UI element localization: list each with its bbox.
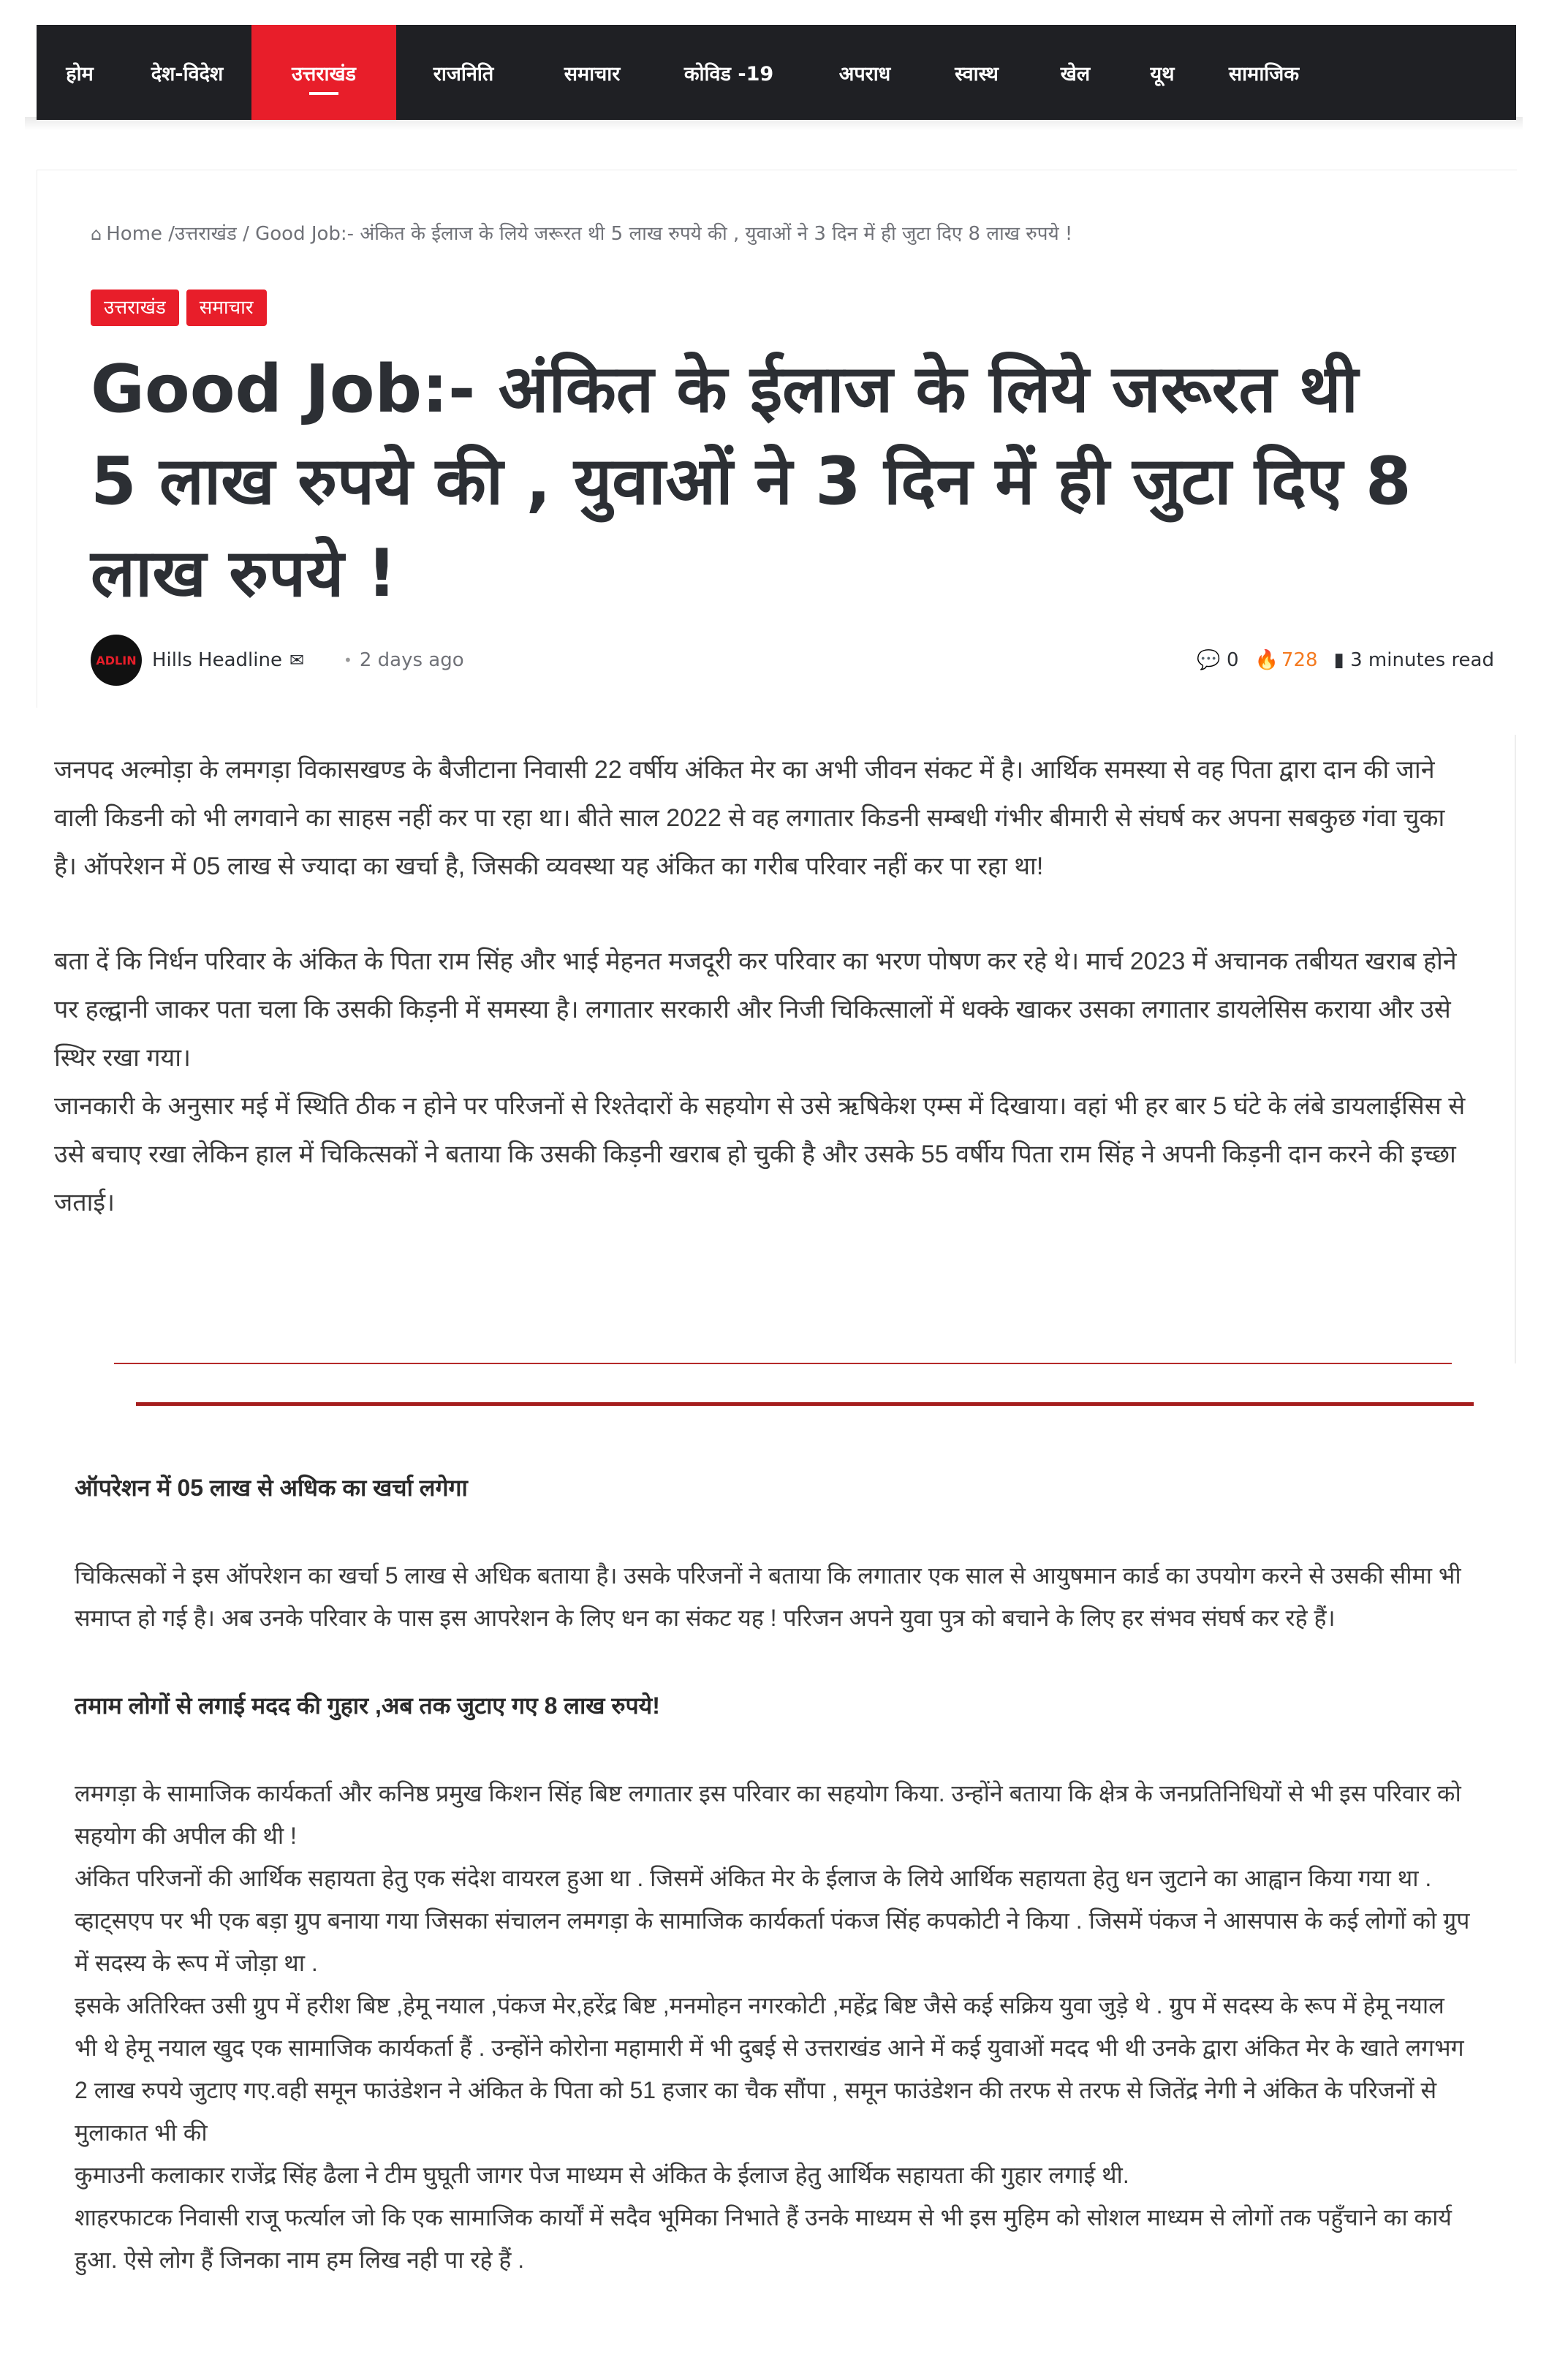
section-paragraph: इसके अतिरिक्त उसी ग्रुप में हरीश बिष्ट ,हेमू नयाल ,पंकज मेर,हरेंद्र बिष्ट ,मनमोहन नगरकोटी ,महेंद्र बिष्ट जैसे कई सक्रिय युवा जुड़े थे . ग्रुप में सदस्य के रूप में हेमू नयाल भी थे हेमू नयाल खुद एक सामाजिक कार्यकर्ता हैं . उन्होंने कोरोना महामारी में भी दुबई से उत्तराखंड आने में कई युवाओं मदद भी थी उनके द्वारा अंकित मेर के खाते लगभग 2 लाख रुपये जुटाए गए.वही समून फाउंडेशन ने अंकित के पिता को 51 हजार का चैक सौंपा , समून फाउंडेशन की तरफ से तरफ से जितेंद्र नेगी ने अंकित के परिजनों से मुलाकात भी की (75, 1992, 1464, 2146)
nav-item-rajniti[interactable]: राजनिति (433, 62, 494, 86)
breadcrumb-separator: / (243, 223, 249, 245)
comment-icon: 💬 (1197, 649, 1221, 671)
views-count: 🔥 728 (1254, 649, 1318, 671)
body-paragraph: जनपद अल्मोड़ा के लमगड़ा विकासखण्ड के बैजीटाना निवासी 22 वर्षीय अंकित मेर का अभी जीवन संकट में है। आर्थिक समस्या से वह पिता द्वारा दान की जाने वाली किडनी को भी लगवाने का साहस नहीं कर पा रहा था। बीते साल 2022 से वह लगातार किडनी सम्बधी गंभीर बीमारी से संघर्ष कर अपना सबकुछ गंवा चुका है। ऑपरेशन में 05 लाख से ज्यादा का खर्चा है, जिसकी व्यवस्था यह अंकित का गरीब परिवार नहीं कर पा रहा था! (54, 756, 1445, 880)
category-tag-samachar[interactable]: समाचार (186, 290, 267, 326)
read-time: ▮ 3 minutes read (1333, 649, 1494, 671)
section-heading: ऑपरेशन में 05 लाख से अधिक का खर्चा लगेगा (75, 1475, 468, 1501)
section-paragraph: अंकित परिजनों की आर्थिक सहायता हेतु एक संदेश वायरल हुआ था . जिसमें अंकित मेर के ईलाज के लिये आर्थिक सहायता हेतु धन जुटाने का आह्वान किया गया था . व्हाट्सएप पर भी एक बड़ा ग्रुप बनाया गया जिसका संचालन लमगड़ा के सामाजिक कार्यकर्ता पंकज सिंह कपकोटी ने किया . जिसमें पंकज ने आसपास के कई लोगों को ग्रुप में सदस्य के रूप में जोड़ा था . (75, 1865, 1470, 1976)
content-divider (1515, 735, 1516, 1363)
nav-item-samajik[interactable]: सामाजिक (1228, 62, 1300, 86)
breadcrumb-home[interactable]: Home (106, 223, 163, 245)
author-avatar[interactable] (91, 635, 142, 686)
avatar-logo-text: ADLIN (96, 653, 137, 667)
nav-item-desh-videsh[interactable]: देश-विदेश (151, 62, 224, 86)
nav-item-youth[interactable]: यूथ (1150, 62, 1175, 86)
breadcrumb (91, 219, 1072, 246)
bookmark-icon: ▮ (1333, 649, 1344, 671)
body-paragraph: जानकारी के अनुसार मई में स्थिति ठीक न होने पर परिजनों से रिश्तेदारों के सहयोग से उसे ऋषिकेश एम्स में दिखाया। वहां भी हर बार 5 घंटे के लंबे डायलाईसिस से उसे बचाए रखा लेकिन हाल में चिकित्सकों ने बताया कि उसकी किड़नी खराब हो चुकी है और उसके 55 वर्षीय पिता राम सिंह ने अपनी किड़नी दान करने की इच्छा जताई। (54, 1092, 1466, 1217)
nav-item-swasth[interactable]: स्वास्थ (955, 62, 999, 86)
post-meta (91, 635, 1494, 686)
meta-dot: • (344, 651, 352, 669)
nav-item-uttarakhand[interactable]: उत्तराखंड (251, 25, 396, 120)
home-icon: ⌂ (91, 224, 102, 244)
article-title: Good Job:- अंकित के ईलाज के लिये जरूरत थी 5 लाख रुपये की , युवाओं ने 3 दिन में ही जुटा दिए 8 लाख रुपये ! (91, 351, 1412, 612)
section-heading: तमाम लोगों से लगाई मदद की गुहार ,अब तक जुटाए गए 8 लाख रुपये! (75, 1692, 660, 1719)
section-paragraph: चिकित्सकों ने इस ऑपरेशन का खर्चा 5 लाख से अधिक बताया है। उसके परिजनों ने बताया कि लगातार एक साल से आयुषमान कार्ड का उपयोग करने से उसकी सीमा भी समाप्त हो गई है। अब उनके परिवार के पास इस आपरेशन के लिए धन का संकट यह ! परिजन अपने युवा पुत्र को बचाने के लिए हर संभव संघर्ष कर रहे हैं। (75, 1562, 1461, 1631)
breadcrumb-category[interactable]: उत्तराखंड (175, 223, 237, 245)
section-paragraph: शाहरफाटक निवासी राजू फर्त्याल जो कि एक सामाजिक कार्यों में सदैव भूमिका निभाते हैं उनके माध्यम से भी इस मुहिम को सोशल माध्यम से लोगों तक पहुँचाने का कार्य हुआ. ऐसे लोग हैं जिनका नाम हम लिख नही पा रहे हैं . (75, 2204, 1452, 2273)
breadcrumb-current: Good Job:- अंकित के ईलाज के लिये जरूरत थी 5 लाख रुपये की , युवाओं ने 3 दिन में ही जुटा दिए 8 लाख रुपये ! (255, 223, 1073, 245)
nav-item-khel[interactable]: खेल (1060, 62, 1091, 86)
author-name[interactable]: Hills Headline (152, 649, 282, 671)
divider-line (114, 1363, 1452, 1364)
mail-icon[interactable]: ✉ (289, 650, 305, 670)
article-section-2 (75, 1467, 1471, 2281)
nav-item-samachar[interactable]: समाचार (564, 62, 621, 86)
nav-item-apradh[interactable]: अपराध (838, 62, 891, 86)
main-nav (37, 25, 1516, 120)
fire-icon: 🔥 (1254, 649, 1279, 671)
category-tags (91, 290, 267, 326)
body-paragraph: बता दें कि निर्धन परिवार के अंकित के पिता राम सिंह और भाई मेहनत मजदूरी कर परिवार का भरण पोषण कर रहे थे। मार्च 2023 में अचानक तबीयत खराब होने पर हल्द्वानी जाकर पता चला कि उसकी किड़नी में समस्या है। लगातार सरकारी और निजी चिकित्सालों में धक्के खाकर उसका लगातार डायलेसिस कराया और उसे स्थिर रखा गया। (54, 947, 1457, 1072)
breadcrumb-separator: / (168, 223, 175, 245)
section-paragraph: कुमाउनी कलाकार राजेंद्र सिंह ढैला ने टीम घुघूती जागर पेज माध्यम से अंकित के ईलाज हेतु आर्थिक सहायता की गुहार लगाई थी. (75, 2162, 1129, 2188)
divider-line (136, 1402, 1474, 1406)
comments-count[interactable]: 💬 0 (1197, 649, 1239, 671)
category-tag-uttarakhand[interactable]: उत्तराखंड (91, 290, 179, 326)
section-paragraph: लमगड़ा के सामाजिक कार्यकर्ता और कनिष्ठ प्रमुख किशन सिंह बिष्ट लगातार इस परिवार का सहयोग किया. उन्होंने बताया कि क्षेत्र के जनप्रतिनिधियों से भी इस परिवार को सहयोग की अपील की थी ! (75, 1780, 1461, 1849)
nav-item-home[interactable]: होम (66, 62, 94, 86)
nav-item-covid[interactable]: कोविड -19 (683, 62, 774, 86)
post-date: 2 days ago (359, 649, 464, 671)
article-body (54, 746, 1472, 1227)
